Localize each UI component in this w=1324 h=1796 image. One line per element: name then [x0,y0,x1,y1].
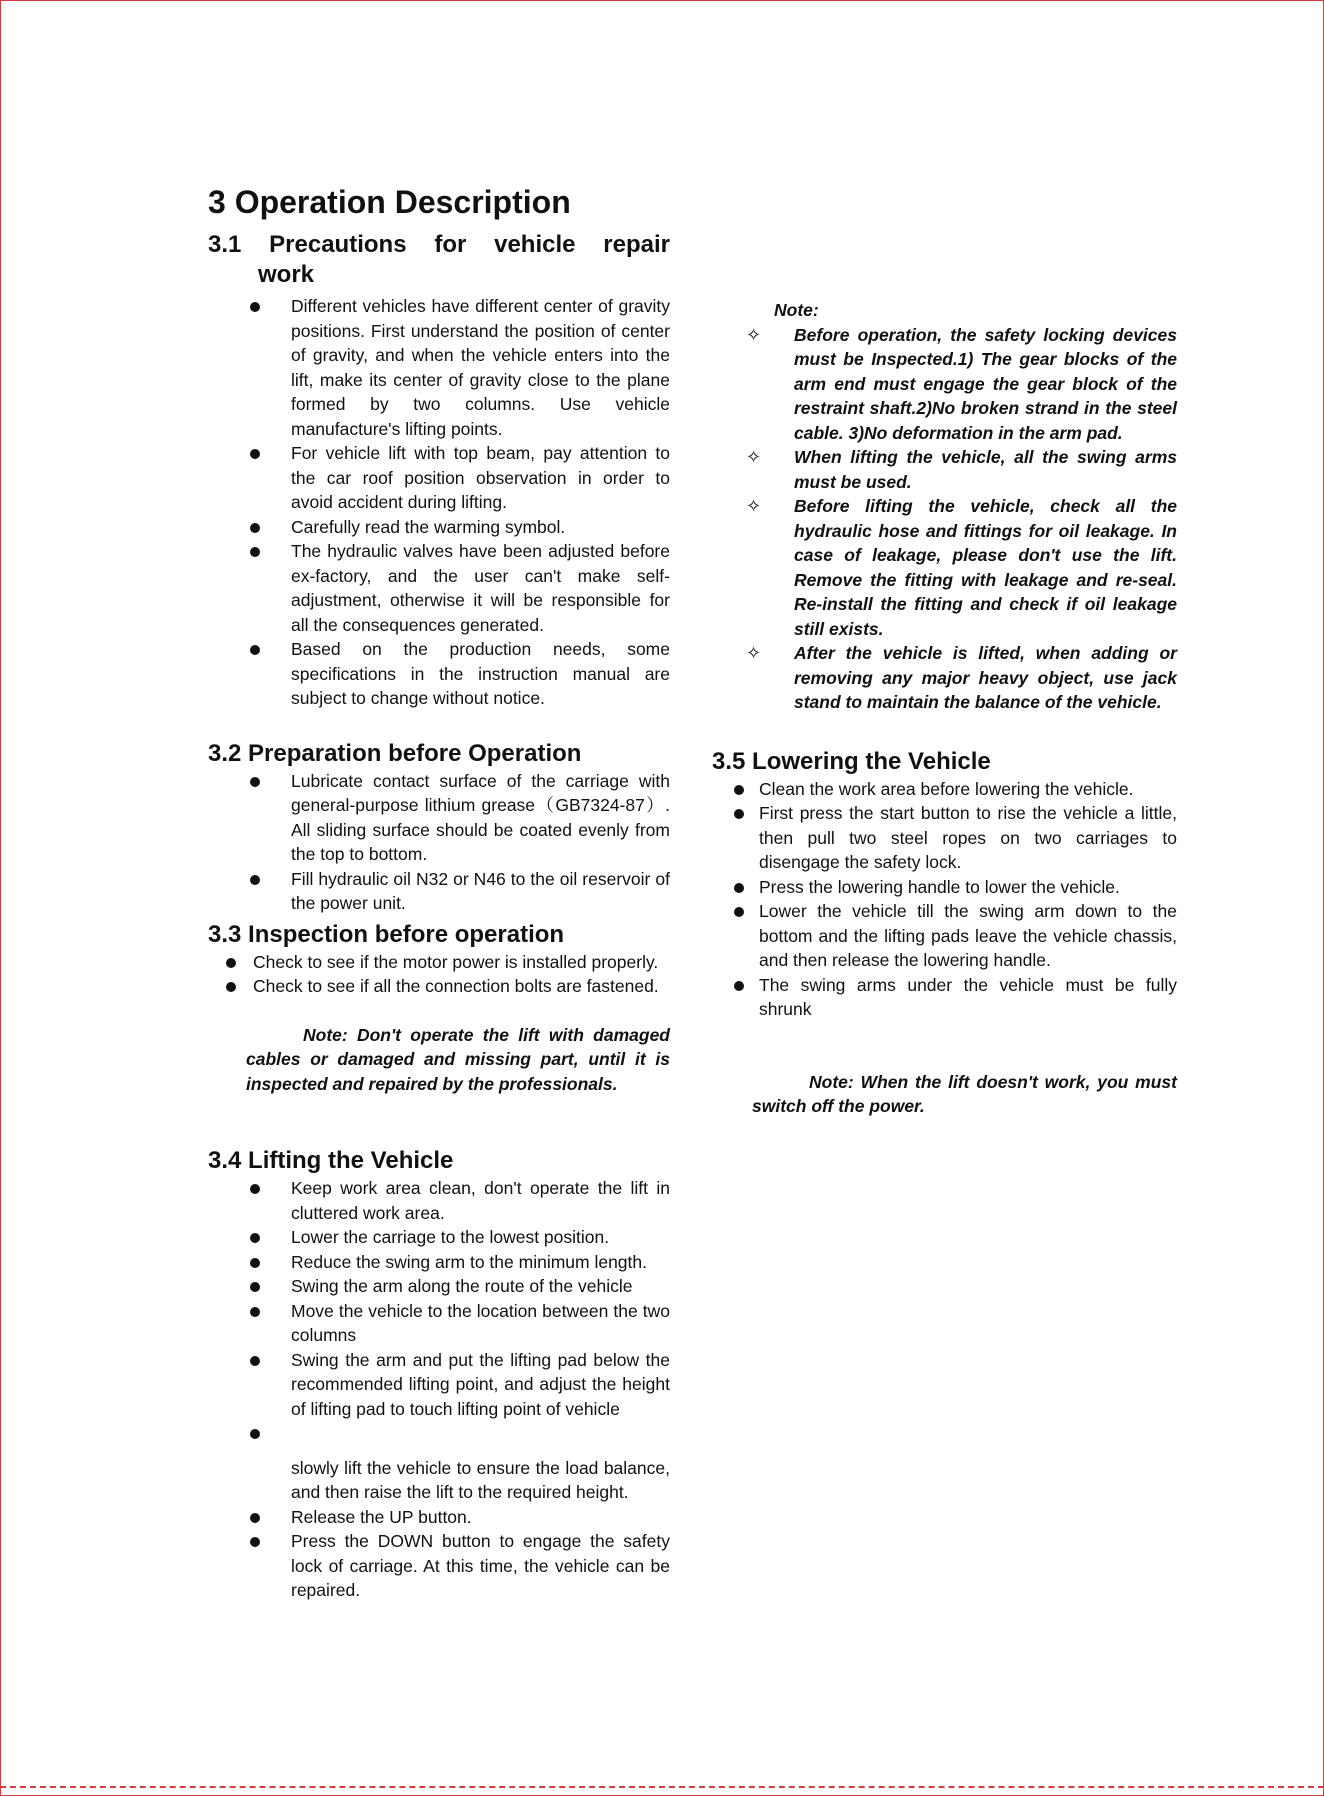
list-item: Check to see if the motor power is installed properly. [208,950,670,975]
list-item: Release the UP button. [208,1505,670,1530]
section-3-5-heading: 3.5 Lowering the Vehicle [712,747,991,775]
list-item: The swing arms under the vehicle must be fully shrunk [712,973,1177,1022]
bullet-icon [250,1429,260,1439]
bullet-icon [226,982,236,992]
list-item-continuation: slowly lift the vehicle to ensure the load balance, and then raise the lift to the required height. [291,1457,670,1502]
bullet-icon [250,449,260,459]
section-3-4-list [208,1176,670,1603]
list-item: Move the vehicle to the location between the two columns [208,1299,670,1348]
list-item: Swing the arm along the route of the vehicle [208,1274,670,1299]
bullet-icon [734,785,744,795]
star-outline-icon: ✧ [746,496,762,516]
bullet-icon [250,1282,260,1292]
list-item: Lower the carriage to the lowest position. [208,1225,670,1250]
section-3-5-list [712,777,1177,1022]
list-item: Press the DOWN button to engage the safety lock of carriage. At this time, the vehicle can be repaired. [208,1529,670,1603]
section-3-3-list [208,950,670,999]
bullet-icon [734,907,744,917]
bullet-icon [250,547,260,557]
list-item-empty [208,1421,670,1446]
section-3-2-list [208,769,670,916]
bullet-icon [226,958,236,968]
page-title: 3 Operation Description [208,184,571,220]
list-item: Clean the work area before lowering the vehicle. [712,777,1177,802]
note-item: ✧ Before operation, the safety locking devices must be Inspected.1) The gear blocks of the arm end must engage the gear block of the restraint shaft.2)No broken strand in the steel cable. 3)No deformation in the arm pad. [746,324,1177,443]
list-item: Check to see if all the connection bolts are fastened. [208,974,670,999]
bullet-icon [734,809,744,819]
bullet-icon [250,777,260,787]
list-item: Reduce the swing arm to the minimum length. [208,1250,670,1275]
list-item: Keep work area clean, don't operate the lift in cluttered work area. [208,1176,670,1225]
safety-note-label: Note: [774,300,819,320]
list-item: Swing the arm and put the lifting pad below the recommended lifting point, and adjust the height of lifting pad to touch lifting point of vehicle [208,1348,670,1422]
bullet-icon [250,1356,260,1366]
star-outline-icon: ✧ [746,643,762,663]
list-item: Fill hydraulic oil N32 or N46 to the oil reservoir of the power unit. [208,867,670,916]
section-3-1-heading-continued: work [258,261,315,288]
section-3-2-heading: 3.2 Preparation before Operation [208,739,582,767]
bullet-icon [734,883,744,893]
section-3-1-heading: 3.1 Precautions for vehicle repair [208,231,670,258]
bullet-icon [250,302,260,312]
bullet-icon [250,1233,260,1243]
list-item: First press the start button to rise the vehicle a little, then pull two steel ropes on two carriages to disengage the safety lock. [712,801,1177,875]
bullet-icon [250,645,260,655]
bullet-icon [250,1537,260,1547]
safety-note-list [712,323,1177,715]
bullet-icon [250,1258,260,1268]
list-item: Lower the vehicle till the swing arm down to the bottom and the lifting pads leave the vehicle chassis, and then release the lowering handle. [712,899,1177,973]
left-column [208,180,670,1603]
note-item: ✧ Before lifting the vehicle, check all the hydraulic hose and fittings for oil leakage. In case of leakage, please don't use the lift. Remove the fitting with leakage and re-seal. Re-install the fitting and check if oil leakage still exists. [746,496,1177,639]
list-item: For vehicle lift with top beam, pay attention to the car roof position observation in order to avoid accident during lifting. [208,441,670,515]
list-item: The hydraulic valves have been adjusted before ex-factory, and the user can't make self-adjustment, otherwise it will be responsible for all the consequences generated. [208,539,670,637]
bullet-icon [250,1184,260,1194]
list-item: Different vehicles have different center of gravity positions. First understand the position of center of gravity, and when the vehicle enters into the lift, make its center of gravity close to the plane formed by two columns. Use vehicle manufacture's lifting points. [208,294,670,441]
star-outline-icon: ✧ [746,324,762,345]
section-3-3-note: Note: Don't operate the lift with damaged cables or damaged and missing part, until it is inspected and repaired by the professionals. [246,1024,670,1094]
page-bottom-border [0,1786,1324,1791]
list-item: Press the lowering handle to lower the vehicle. [712,875,1177,900]
list-item: Lubricate contact surface of the carriage with general-purpose lithium grease（GB7324-87）. All sliding surface should be coated evenly from the top to bottom. [208,769,670,867]
bullet-icon [734,981,744,991]
star-outline-icon: ✧ [746,447,762,467]
list-item: Based on the production needs, some specifications in the instruction manual are subject to change without notice. [208,637,670,711]
section-3-1-list [208,294,670,711]
note-item: ✧ After the vehicle is lifted, when adding or removing any major heavy object, use jack stand to maintain the balance of the vehicle. [746,643,1177,712]
section-3-5-note: Note: When the lift doesn't work, you must switch off the power. [752,1071,1177,1116]
bullet-icon [250,523,260,533]
bullet-icon [250,875,260,885]
right-column [712,298,1177,1119]
bullet-icon [250,1307,260,1317]
section-3-3-heading: 3.3 Inspection before operation [208,920,565,948]
bullet-icon [250,1513,260,1523]
note-item: ✧ When lifting the vehicle, all the swing arms must be used. [746,447,1177,492]
list-item: Carefully read the warming symbol. [208,515,670,540]
section-3-4-heading: 3.4 Lifting the Vehicle [208,1147,454,1174]
